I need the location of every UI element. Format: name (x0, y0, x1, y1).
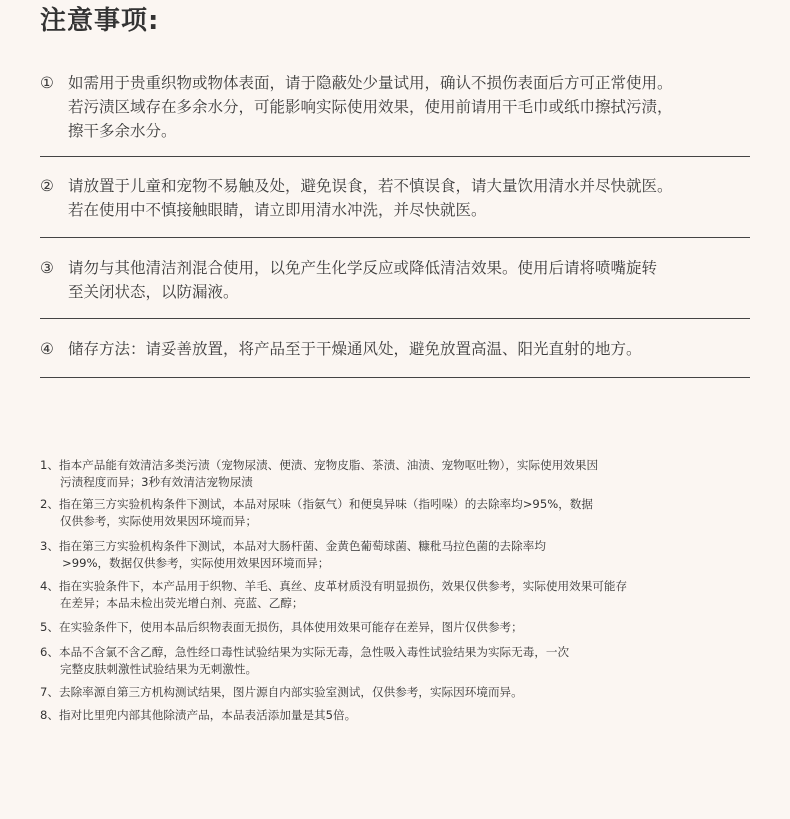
footnote-line: 1、指本产品能有效清洁多类污渍（宠物尿渍、便渍、宠物皮脂、茶渍、油渍、宠物呕吐物），实际使用效果因 (40, 458, 599, 472)
footnote-line: 2、指在第三方实验机构条件下测试，本品对尿味（指氨气）和便臭异味（指吲哚）的去除率均>95%，数据 (40, 497, 593, 511)
footnote-1 (40, 457, 760, 491)
notice-text: 擦干多余水分。 (68, 122, 177, 140)
circled-number-3: ③ (40, 259, 54, 277)
footnote-7 (40, 684, 760, 701)
notice-text: 请放置于儿童和宠物不易触及处，避免误食，若不慎误食，请大量饮用清水并尽快就医。 (68, 177, 673, 195)
notice-item-4 (40, 337, 750, 361)
footnote-line: 7、去除率源自第三方机构测试结果，图片源自内部实验室测试，仅供参考，实际因环境而异。 (40, 685, 523, 699)
divider (40, 237, 750, 238)
footnote-line: 3、指在第三方实验机构条件下测试，本品对大肠杆菌、金黄色葡萄球菌、糠秕马拉色菌的去除率均 (40, 539, 546, 553)
notice-text: 请勿与其他清洁剂混合使用，以免产生化学反应或降低清洁效果。使用后请将喷嘴旋转 (68, 259, 658, 277)
divider (40, 377, 750, 378)
footnote-line: 在差异；本品未检出荧光增白剂、亮蓝、乙醇； (60, 596, 304, 610)
notice-text: 如需用于贵重织物或物体表面，请于隐蔽处少量试用，确认不损伤表面后方可正常使用。 (68, 74, 673, 92)
notice-text: 若污渍区域存在多余水分，可能影响实际使用效果，使用前请用干毛巾或纸巾擦拭污渍， (68, 98, 673, 116)
footnote-8 (40, 707, 760, 724)
footnote-4 (40, 578, 760, 612)
notice-item-2 (40, 174, 750, 222)
footnote-line: 仅供参考，实际使用效果因环境而异； (60, 514, 258, 528)
footnote-line: 5、在实验条件下，使用本品后织物表面无损伤，具体使用效果可能存在差异，图片仅供参考； (40, 620, 523, 634)
notice-text: 若在使用中不慎接触眼睛，请立即用清水冲洗，并尽快就医。 (68, 201, 487, 219)
circled-number-2: ② (40, 177, 54, 195)
footnote-3 (40, 538, 760, 572)
page-title: 注意事项: (40, 6, 160, 36)
footnote-line: >99%，数据仅供参考，实际使用效果因环境而异； (62, 556, 330, 570)
notice-item-1 (40, 71, 750, 143)
notice-item-3 (40, 256, 750, 304)
footnote-line: 6、本品不含氯不含乙醇，急性经口毒性试验结果为实际无毒，急性吸入毒性试验结果为实际无毒，一次 (40, 645, 570, 659)
footnote-line: 完整皮肤刺激性试验结果为无刺激性。 (60, 662, 258, 676)
footnote-line: 8、指对比里兜内部其他除渍产品，本品表活添加量是其5倍。 (40, 708, 357, 722)
circled-number-4: ④ (40, 340, 54, 358)
footnote-line: 4、指在实验条件下，本产品用于织物、羊毛、真丝、皮革材质没有明显损伤，效果仅供参考，实际使用效果可能存 (40, 579, 628, 593)
footnote-6 (40, 644, 760, 678)
notice-text: 至关闭状态，以防漏液。 (68, 283, 239, 301)
divider (40, 156, 750, 157)
divider (40, 318, 750, 319)
footnote-line: 污渍程度而异；3秒有效清洁宠物尿渍 (60, 475, 253, 489)
notice-text: 储存方法：请妥善放置，将产品至于干燥通风处，避免放置高温、阳光直射的地方。 (68, 340, 642, 358)
footnote-2 (40, 496, 760, 530)
footnote-5 (40, 619, 760, 636)
circled-number-1: ① (40, 74, 54, 92)
